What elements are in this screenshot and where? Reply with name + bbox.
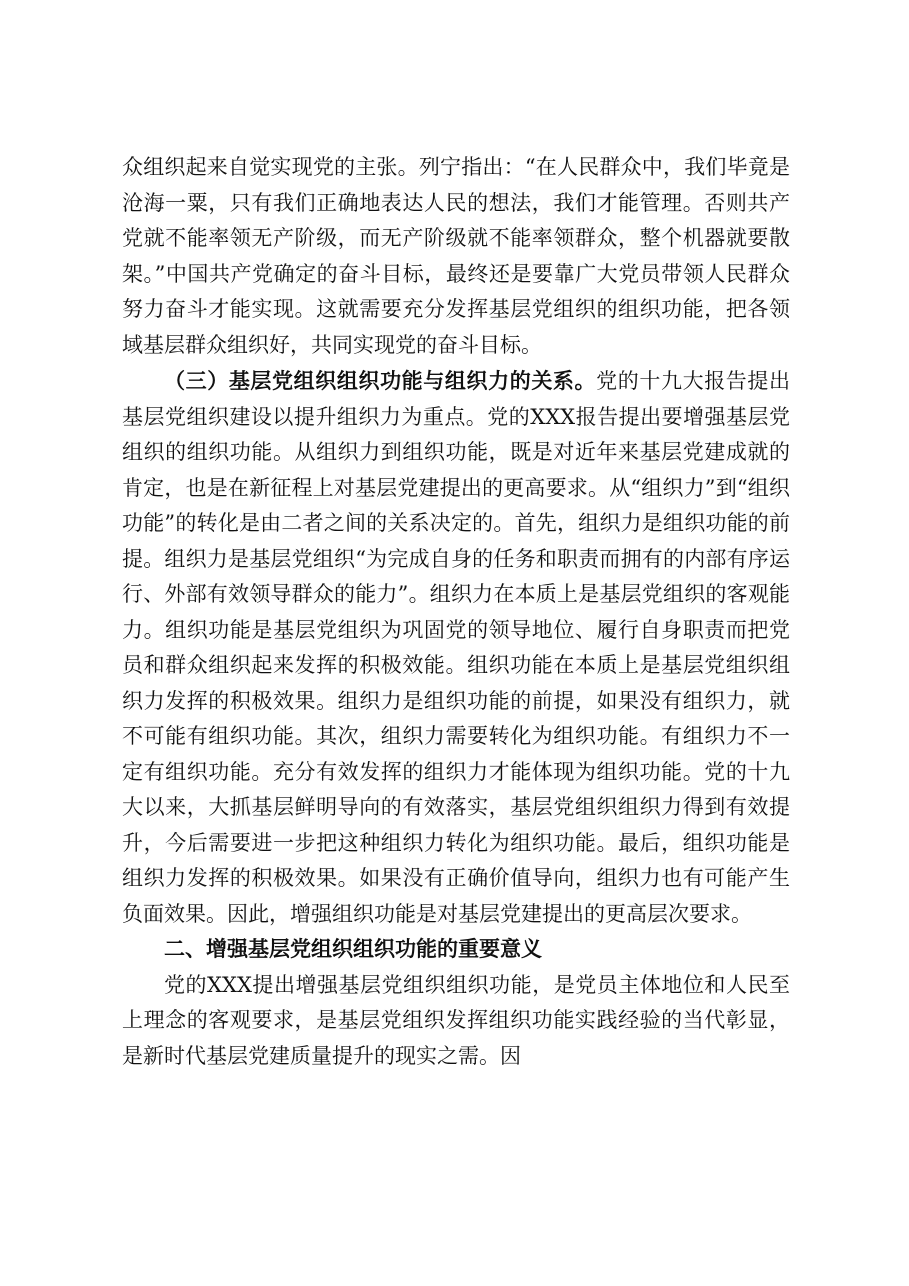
paragraph-continuation: 众组织起来自觉实现党的主张。列宁指出：“在人民群众中，我们毕竟是沧海一粟，只有我们正确地表达人民的想法，我们才能管理。否则共产党就不能率领无产阶级，而无产阶级就不能率领群众，整个机器就要散架。”中国共产党确定的奋斗目标，最终还是要靠广大党员带领人民群众努力奋斗才能实现。这就需要充分发挥基层党组织的组织功能，把各领域基层群众组织好，共同实现党的奋斗目标。 bbox=[122, 155, 790, 357]
section-three-lead: （三）基层党组织组织功能与组织力的关系。 bbox=[164, 368, 597, 393]
document-body bbox=[122, 150, 790, 1074]
paragraph-section-two-intro: 党的XXX提出增强基层党组织组织功能，是党员主体地位和人民至上理念的客观要求，是基层党组织发挥组织功能实践经验的当代彰显，是新时代基层党建质量提升的现实之需。因 bbox=[122, 972, 790, 1068]
section-three-body: 党的十九大报告提出基层党组织建设以提升组织力为重点。党的XXX报告提出要增强基层党组织的组织功能。从组织力到组织功能，既是对近年来基层党建成就的肯定，也是在新征程上对基层党建提出的更高要求。从“组织力”到“组织功能”的转化是由二者之间的关系决定的。首先，组织力是组织功能的前提。组织力是基层党组织“为完成自身的任务和职责而拥有的内部有序运行、外部有效领导群众的能力”。组织力在本质上是基层党组织的客观能力。组织功能是基层党组织为巩固党的领导地位、履行自身职责而把党员和群众组织起来发挥的积极效能。组织功能在本质上是基层党组织组织力发挥的积极效果。组织力是组织功能的前提，如果没有组织力，就不可能有组织功能。其次，组织力需要转化为组织功能。有组织力不一定有组织功能。充分有效发挥的组织力才能体现为组织功能。党的十九大以来，大抓基层鲜明导向的有效落实，基层党组织组织力得到有效提升，今后需要进一步把这种组织力转化为组织功能。最后，组织功能是组织力发挥的积极效果。如果没有正确价值导向，组织力也有可能产生负面效果。因此，增强组织功能是对基层党建提出的更高层次要求。 bbox=[122, 369, 791, 926]
section-heading-two: 二、增强基层党组织组织功能的重要意义 bbox=[164, 937, 542, 961]
paragraph-section-three bbox=[122, 363, 790, 932]
